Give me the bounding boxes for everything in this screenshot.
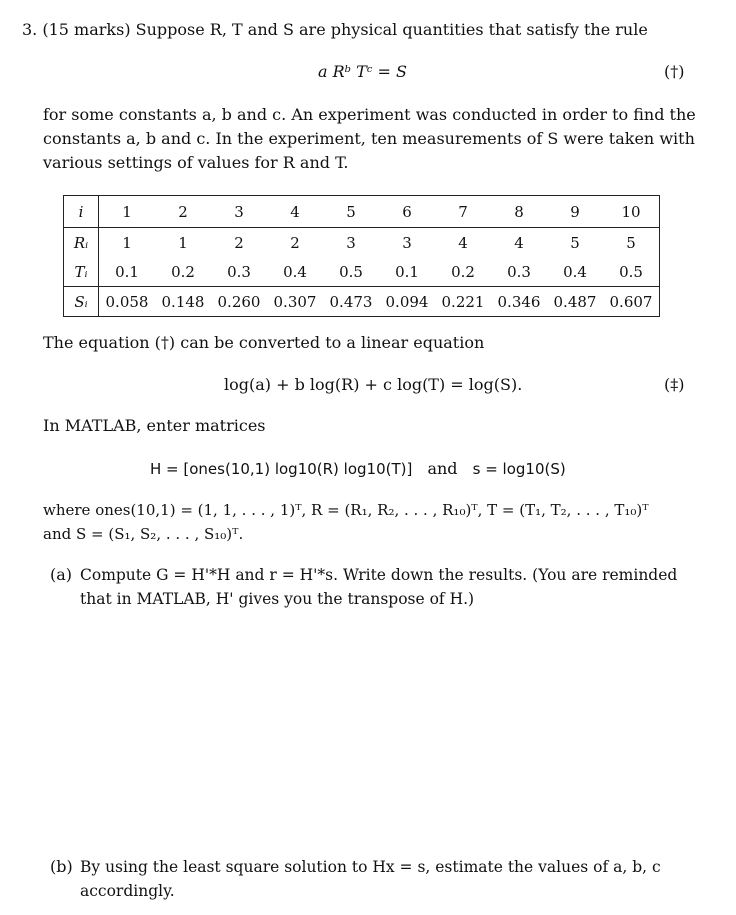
table-cell: 4	[435, 228, 491, 258]
table-cell: 10	[603, 196, 660, 228]
table-cell: 3	[379, 228, 435, 258]
table-cell: 0.4	[283, 262, 307, 281]
table-cell: 0.094	[379, 287, 435, 317]
rule-equation: a Rᵇ Tᶜ = S	[318, 62, 408, 81]
H-definition: H = [ones(10,1) log10(R) log10(T)]	[150, 460, 413, 478]
table-cell: 0.260	[211, 287, 267, 317]
problem-heading	[22, 18, 648, 42]
where-line: where ones(10,1) = (1, 1, . . . , 1)ᵀ, R = (R₁, R₂, . . . , R₁₀)ᵀ, T = (T₁, T₂, . . . , T₁₀)ᵀ	[43, 501, 649, 519]
intro-line-2: constants a, b and c. In the experiment, ten measurements of S were taken with	[43, 129, 695, 148]
table-cell: 0.1	[99, 257, 156, 287]
row-label: Tᵢ	[64, 257, 99, 287]
table-cell: 0.4	[563, 262, 587, 281]
part-b-line-2: accordingly.	[80, 882, 175, 900]
part-a-line-1: Compute G = H'*H and r = H'*s. Write down the results. (You are reminded	[80, 566, 678, 584]
matlab-lead: In MATLAB, enter matrices	[43, 416, 266, 435]
table-cell: 4	[491, 228, 547, 258]
table-cell: 0.5	[339, 262, 363, 281]
table-cell: 0.487	[547, 287, 603, 317]
table-cell: 0.346	[491, 287, 547, 317]
rule-tag: (†)	[664, 62, 685, 81]
linear-equation: log(a) + b log(R) + c log(T) = log(S).	[224, 375, 523, 394]
table-cell: 8	[491, 196, 547, 228]
part-b-label: (b)	[50, 857, 73, 876]
table-cell: 0.148	[155, 287, 211, 317]
intro-line-3: various settings of values for R and T.	[43, 153, 349, 172]
table-cell: 7	[435, 196, 491, 228]
part-a-line-2: that in MATLAB, H' gives you the transpose of H.)	[80, 590, 475, 608]
row-label: i	[64, 196, 99, 228]
table-cell: 1	[99, 196, 156, 228]
and-word: and	[427, 459, 458, 478]
table-cell: 0.473	[323, 287, 379, 317]
table-cell: 0.3	[227, 262, 251, 281]
part-a-label: (a)	[50, 565, 73, 584]
table-cell: 9	[547, 196, 603, 228]
table-cell: 5	[603, 228, 660, 258]
table-cell: 0.221	[435, 287, 491, 317]
table-cell: 0.5	[603, 257, 660, 287]
part-b-line-1: By using the least square solution to Hx = s, estimate the values of a, b, c	[80, 858, 661, 876]
table-cell: 0.2	[451, 262, 475, 281]
table-row	[64, 196, 660, 228]
problem-intro: Suppose R, T and S are physical quantities that satisfy the rule	[135, 20, 648, 39]
row-label: Sᵢ	[64, 287, 99, 317]
table-cell: 1	[99, 228, 156, 258]
intro-line-1: for some constants a, b and c. An experiment was conducted in order to find the	[43, 105, 696, 124]
table-cell: 0.3	[507, 262, 531, 281]
table-cell: 0.607	[603, 287, 660, 317]
s-definition: s = log10(S)	[472, 460, 566, 478]
table-cell: 2	[211, 228, 267, 258]
table-cell: 0.1	[395, 262, 419, 281]
table-cell: 6	[379, 196, 435, 228]
table-cell: 2	[155, 196, 211, 228]
table-row	[64, 228, 660, 258]
linear-tag: (‡)	[664, 375, 685, 394]
table-cell: 4	[267, 196, 323, 228]
table-cell: 1	[155, 228, 211, 258]
table-cell: 5	[323, 196, 379, 228]
table-cell: 3	[323, 228, 379, 258]
linear-lead: The equation (†) can be converted to a linear equation	[43, 333, 485, 352]
table-cell: 0.307	[267, 287, 323, 317]
table-cell: 5	[547, 228, 603, 258]
row-label: Rᵢ	[64, 228, 99, 258]
problem-number: 3.	[22, 20, 38, 39]
and-line: and S = (S₁, S₂, . . . , S₁₀)ᵀ.	[43, 525, 244, 543]
measurements-table	[63, 195, 660, 317]
table-row	[64, 257, 660, 287]
table-cell: 3	[211, 196, 267, 228]
table-row	[64, 287, 660, 317]
table-cell: 2	[267, 228, 323, 258]
table-cell: 0.2	[171, 262, 195, 281]
table-cell: 0.058	[99, 287, 156, 317]
problem-marks: (15 marks)	[42, 20, 131, 39]
